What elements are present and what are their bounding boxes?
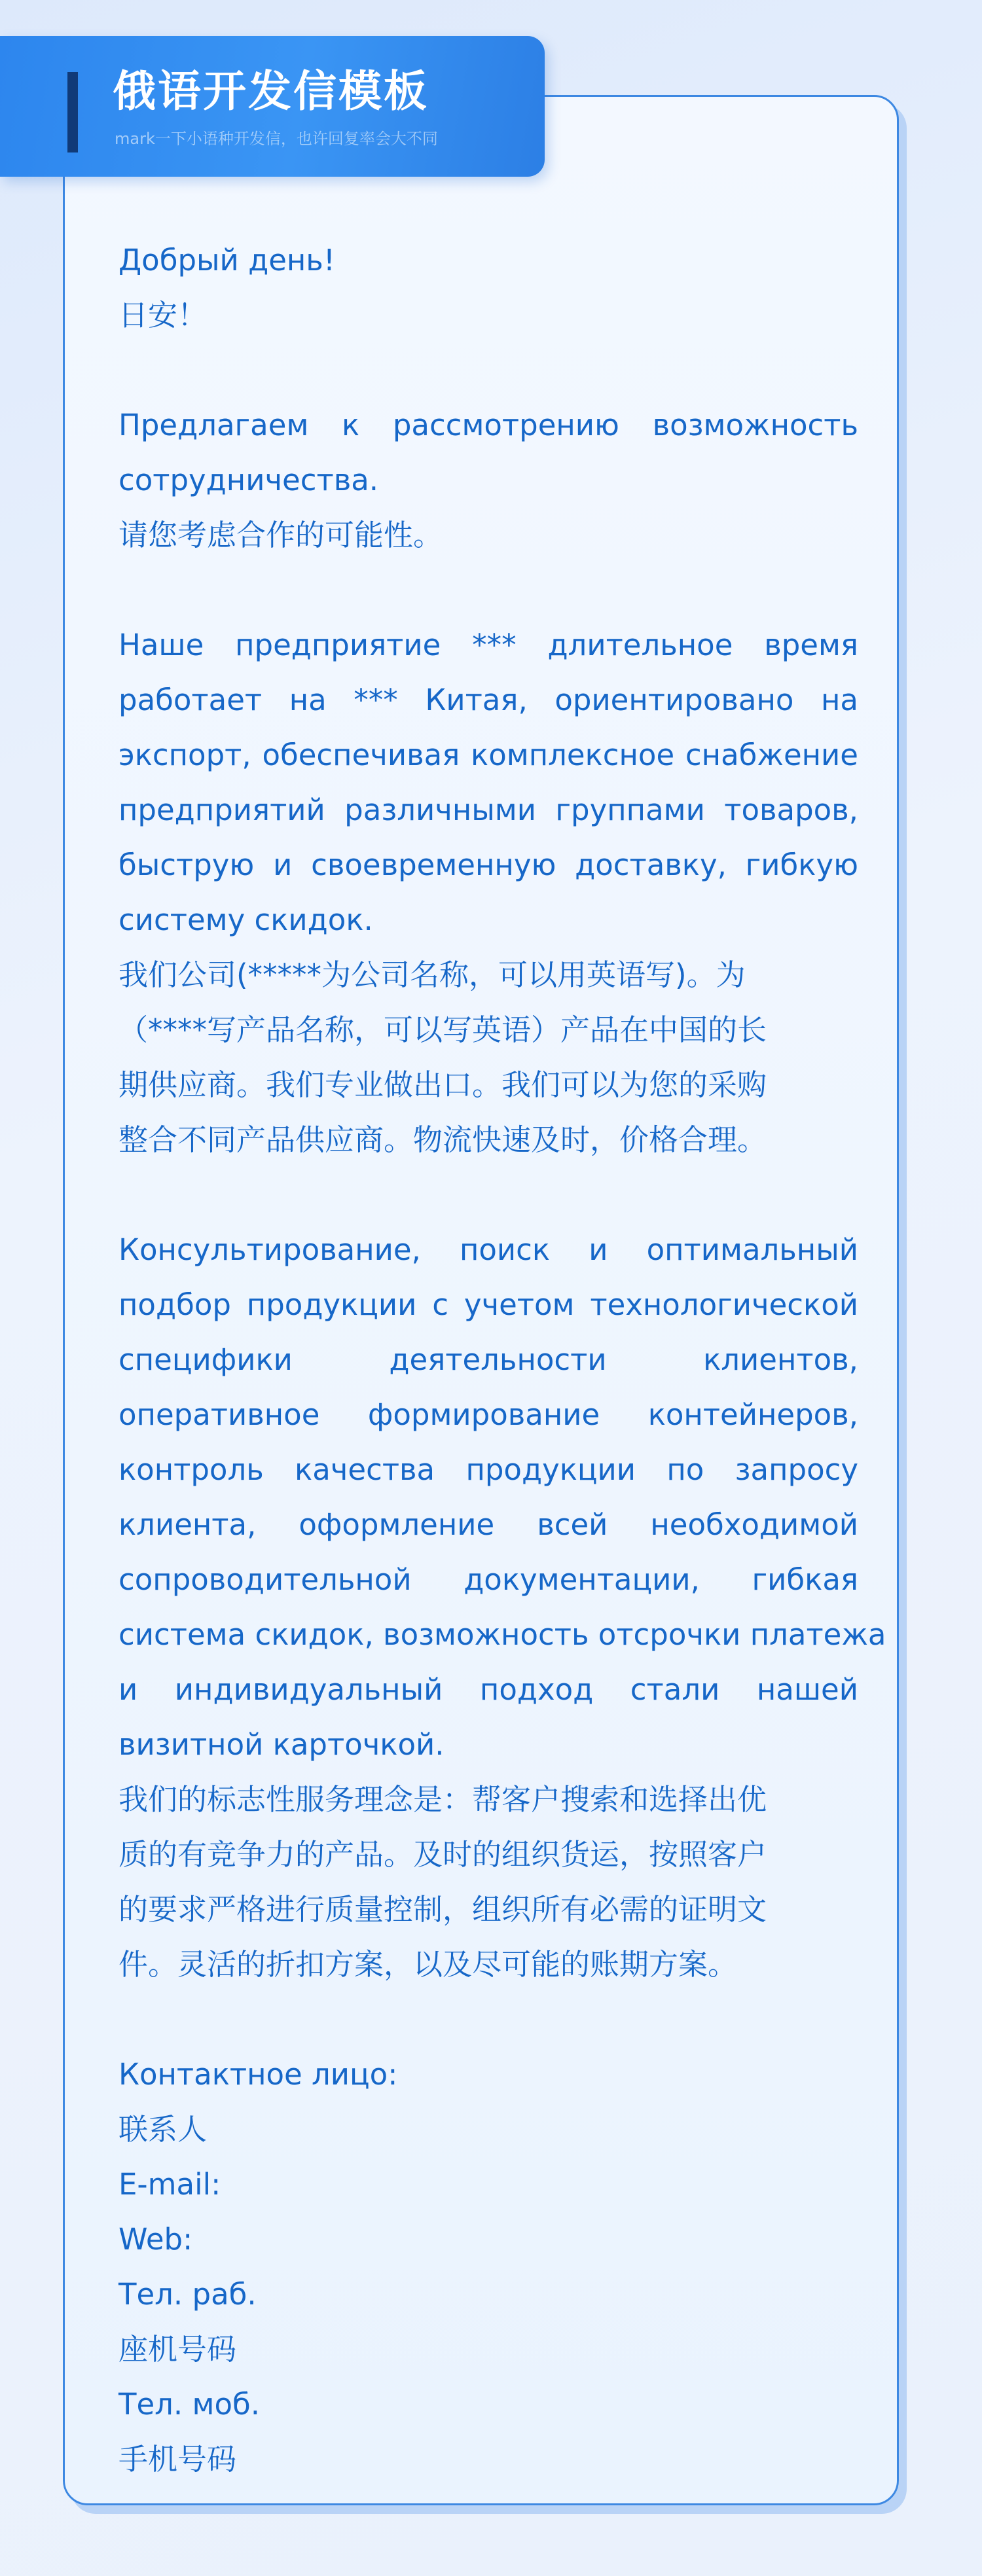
greeting-paragraph: [118, 233, 858, 343]
services-ru-line: подбор продукции с учетом технологической: [118, 1287, 858, 1322]
services-ru-line: специфики деятельности клиентов,: [118, 1342, 858, 1377]
page-subtitle: mark一下小语种开发信，也许回复率会大不同: [115, 130, 438, 148]
company-ru-line: экспорт, обеспечивая комплексное снабжение: [118, 738, 858, 772]
company-ru-line: Наше предприятие *** длительное время: [118, 628, 858, 662]
email-label: E-mail:: [118, 2167, 221, 2202]
contacts-block: [118, 2047, 858, 2487]
header-accent-bar: [67, 72, 78, 152]
company-ru-line: систему скидок.: [118, 903, 373, 937]
company-ru-line: быструю и своевременную доставку, гибкую: [118, 848, 858, 882]
services-ru-line: система скидок, возможность отсрочки платежа: [118, 1617, 886, 1652]
services-ru-line: и индивидуальный подход стали нашей: [118, 1672, 858, 1707]
page-title: 俄语开发信模板: [113, 66, 429, 116]
intro-paragraph: [118, 398, 858, 563]
company-cn-line: 整合不同产品供应商。物流快速及时，价格合理。: [118, 1122, 767, 1157]
services-ru-line: контроль качества продукции по запросу: [118, 1452, 858, 1487]
greeting-ru: Добрый день!: [118, 243, 335, 277]
intro-cn-line: 请您考虑合作的可能性。: [118, 518, 443, 552]
services-ru-line: клиента, оформление всей необходимой: [118, 1507, 858, 1542]
company-ru-line: работает на *** Китая, ориентировано на: [118, 683, 858, 717]
intro-ru-line: сотрудничества.: [118, 463, 379, 497]
contact-person-label: Контактное лицо:: [118, 2057, 398, 2092]
company-cn-line: （****写产品名称，可以写英语）产品在中国的长: [118, 1012, 767, 1047]
services-ru-line: Консультирование, поиск и оптимальный: [118, 1232, 858, 1267]
mobile-phone-label: Тел. моб.: [118, 2387, 261, 2422]
services-cn-line: 的要求严格进行质量控制，组织所有必需的证明文: [118, 1892, 767, 1927]
services-paragraph: [118, 1223, 886, 1992]
company-cn-line: 期供应商。我们专业做出口。我们可以为您的采购: [118, 1067, 767, 1102]
contact-person-label-cn: 联系人: [118, 2112, 208, 2147]
company-cn-line: 我们公司(*****为公司名称，可以用英语写)。为: [118, 957, 746, 992]
mobile-phone-label-cn: 手机号码: [118, 2442, 237, 2477]
services-ru-line: сопроводительной документации, гибкая: [118, 1562, 858, 1597]
work-phone-label: Тел. раб.: [118, 2277, 257, 2312]
services-ru-line: оперативное формирование контейнеров,: [118, 1397, 858, 1432]
intro-ru-line: Предлагаем к рассмотрению возможность: [118, 408, 858, 442]
work-phone-label-cn: 座机号码: [118, 2332, 237, 2367]
services-cn-line: 件。灵活的折扣方案，以及尽可能的账期方案。: [118, 1947, 738, 1982]
services-ru-line: визитной карточкой.: [118, 1727, 445, 1762]
web-label: Web:: [118, 2222, 193, 2257]
company-ru-line: предприятий различными группами товаров,: [118, 793, 858, 827]
letter-body: [118, 233, 886, 2487]
greeting-cn: 日安！: [118, 298, 208, 332]
services-cn-line: 质的有竞争力的产品。及时的组织货运，按照客户: [118, 1837, 767, 1872]
services-cn-line: 我们的标志性服务理念是：帮客户搜索和选择出优: [118, 1782, 767, 1817]
company-paragraph: [118, 618, 858, 1168]
